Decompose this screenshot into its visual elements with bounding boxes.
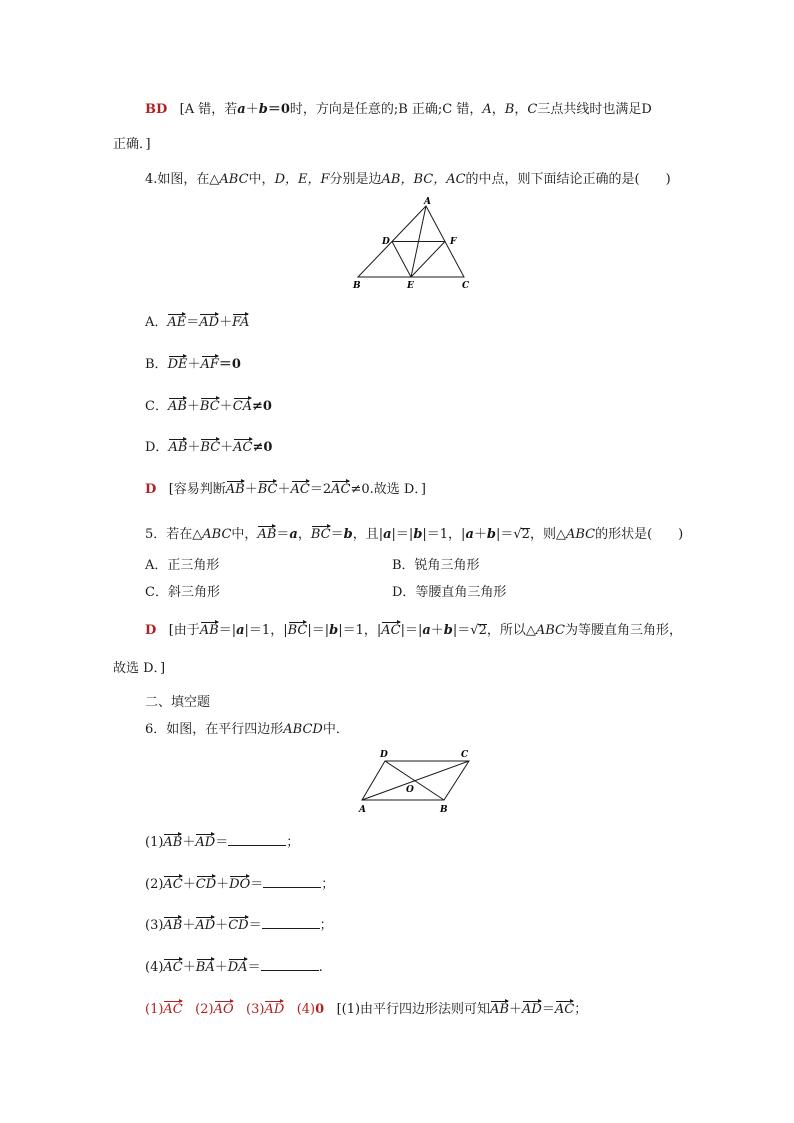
q4-expl-pre: [容易判断 bbox=[168, 482, 226, 497]
eq-zero: ＝0 bbox=[267, 102, 290, 117]
option-letter: D． bbox=[145, 440, 169, 455]
operator: ＋ bbox=[216, 877, 230, 892]
vector: AF bbox=[201, 353, 219, 371]
vector: AC bbox=[233, 436, 252, 454]
q5-option-c: C．斜三角形 bbox=[145, 585, 220, 600]
label-E: E bbox=[407, 281, 414, 291]
segment-ef bbox=[411, 242, 445, 278]
points-def: D，E，F bbox=[274, 172, 330, 187]
point-C: C bbox=[527, 102, 538, 117]
q5-option-b: B．锐角三角形 bbox=[392, 558, 480, 573]
label-B: B bbox=[440, 805, 448, 815]
vector: AB bbox=[168, 436, 187, 454]
var-a: a bbox=[236, 623, 245, 638]
q6-item-2 bbox=[145, 873, 334, 894]
operator: ＝2 bbox=[309, 482, 332, 497]
vector: CA bbox=[233, 395, 252, 413]
q6-answer-line bbox=[145, 998, 587, 1019]
item-num: (1) bbox=[145, 835, 164, 850]
q5-stem bbox=[145, 523, 683, 544]
q4-stem-mid2: 分别是边 bbox=[329, 172, 382, 187]
q6-stem bbox=[145, 721, 349, 739]
tail: ＝0 bbox=[218, 357, 241, 372]
operator: ＋ bbox=[182, 960, 196, 975]
operator: ＋ bbox=[215, 918, 229, 933]
segment-de bbox=[392, 242, 411, 278]
operator: ＝ bbox=[186, 315, 200, 330]
vector: DE bbox=[168, 353, 188, 371]
answer-zero: 0 bbox=[315, 1002, 325, 1017]
vector: FA bbox=[232, 311, 249, 329]
text: ，所以△ bbox=[486, 623, 536, 638]
q3-answer-line-2 bbox=[113, 136, 151, 154]
answer-num: (1) bbox=[145, 1002, 164, 1017]
operator: ＋ bbox=[182, 835, 196, 850]
vector: AD bbox=[195, 914, 215, 932]
q4-stem-prefix: 4.如图，在△ bbox=[145, 172, 220, 187]
vector: DO bbox=[229, 873, 250, 891]
item-num: (4) bbox=[145, 960, 164, 975]
var-a: a bbox=[465, 527, 474, 542]
var-b: b bbox=[329, 623, 339, 638]
operator: ＋ bbox=[509, 1002, 523, 1017]
q4-expl-post: ≠0.故选 D．] bbox=[350, 482, 426, 497]
q6-item-4 bbox=[145, 956, 323, 977]
label-A: A bbox=[424, 197, 431, 207]
option-letter: B． bbox=[145, 357, 168, 372]
vector: AD bbox=[522, 998, 542, 1016]
comma: ， bbox=[491, 102, 505, 117]
option-letter: C． bbox=[145, 399, 168, 414]
comma: ， bbox=[297, 527, 311, 542]
answer-num: (4) bbox=[296, 1002, 316, 1017]
vector: AC bbox=[163, 956, 182, 974]
comma: ， bbox=[514, 102, 528, 117]
operator: ＋ bbox=[214, 960, 228, 975]
q6-item-3 bbox=[145, 914, 333, 935]
q5-stem-prefix: 5．若在△ bbox=[145, 527, 203, 542]
text: ，则△ bbox=[529, 527, 566, 542]
q5-options-row-1 bbox=[145, 557, 219, 575]
tail: ≠0 bbox=[252, 440, 273, 455]
var-b: b bbox=[258, 102, 268, 117]
operator: ＋ bbox=[182, 918, 196, 933]
label-B: B bbox=[353, 281, 361, 291]
vector: AB bbox=[163, 914, 182, 932]
vector: AC bbox=[381, 619, 400, 637]
plus: ＋ bbox=[245, 102, 259, 117]
q4-stem-mid1: 中， bbox=[248, 172, 275, 187]
vector: AE bbox=[167, 311, 186, 329]
sqrt-sign: √ bbox=[470, 623, 479, 638]
operator: ＋ bbox=[187, 440, 201, 455]
vector: AD bbox=[199, 311, 219, 329]
vector: BC bbox=[311, 523, 331, 541]
q3-expl-3: 三点共线时也满足D bbox=[537, 102, 652, 117]
q6-parallelogram-figure bbox=[352, 745, 482, 817]
q6-expl-pre: [(1)由平行四边形法则可知 bbox=[336, 1002, 491, 1017]
label-C: C bbox=[461, 750, 469, 760]
var-a: a bbox=[383, 527, 392, 542]
option-letter: A． bbox=[145, 315, 168, 330]
text: |＝| bbox=[400, 623, 423, 638]
item-num: (3) bbox=[145, 918, 164, 933]
tail: ≠0 bbox=[252, 399, 272, 414]
answer-blank[interactable] bbox=[263, 875, 321, 888]
punct: . bbox=[318, 960, 323, 975]
vector: CD bbox=[228, 914, 248, 932]
q4-stem bbox=[145, 171, 671, 189]
q5-option-d: D．等腰直角三角形 bbox=[392, 585, 507, 600]
sqrt-sign: √ bbox=[513, 527, 522, 542]
text: |＝1，| bbox=[338, 623, 382, 638]
operator: ＝ bbox=[247, 960, 261, 975]
text: |＝ bbox=[495, 527, 514, 542]
vector: AB bbox=[226, 478, 245, 496]
vector: AC bbox=[555, 998, 574, 1016]
triangle-name: ABC bbox=[535, 623, 565, 638]
label-O: O bbox=[406, 785, 414, 795]
q3-expl-4: 正确．] bbox=[113, 137, 151, 152]
answer-num: (3) bbox=[246, 1002, 265, 1017]
q3-expl: [A 错，若 bbox=[179, 102, 238, 117]
text: ，且| bbox=[352, 527, 384, 542]
vector: BA bbox=[196, 956, 215, 974]
operator: ＋ bbox=[430, 623, 444, 638]
punct: ； bbox=[286, 835, 300, 850]
q3-answer: BD bbox=[145, 102, 168, 117]
q6-stem-prefix: 6．如图，在平行四边形 bbox=[145, 722, 284, 737]
var-a: a bbox=[237, 102, 246, 117]
q3-answer-line bbox=[145, 101, 652, 119]
vector: AB bbox=[200, 619, 219, 637]
q5-options-row-2 bbox=[145, 584, 220, 602]
point-A: A bbox=[482, 102, 492, 117]
sqrt-radicand: 2 bbox=[478, 623, 487, 638]
text: 中， bbox=[231, 527, 258, 542]
q4-option-d bbox=[145, 436, 272, 457]
text: ＝| bbox=[218, 623, 237, 638]
operator: ＋ bbox=[182, 877, 196, 892]
answer-blank[interactable] bbox=[262, 916, 320, 929]
vector: DA bbox=[228, 956, 248, 974]
diagonal-bd bbox=[385, 761, 444, 800]
answer-vector: AO bbox=[214, 998, 234, 1016]
text: |＝| bbox=[307, 623, 330, 638]
operator: ＋ bbox=[277, 482, 291, 497]
q5-options-row-2b bbox=[392, 584, 506, 602]
q4-answer-line bbox=[145, 478, 426, 499]
text: 故选 D．] bbox=[113, 661, 166, 676]
q4-option-a bbox=[145, 311, 249, 332]
item-num: (2) bbox=[145, 877, 164, 892]
vector: AB bbox=[168, 395, 187, 413]
vector: CD bbox=[196, 873, 216, 891]
q5-options-row-1b bbox=[392, 557, 480, 575]
operator: ＝ bbox=[250, 877, 264, 892]
operator: ＋ bbox=[186, 399, 200, 414]
diagonal-ac bbox=[362, 761, 469, 800]
label-F: F bbox=[450, 237, 457, 247]
label-D: D bbox=[382, 237, 390, 247]
q5-answer-line-2 bbox=[113, 660, 165, 678]
q3-expl-2: 时，方向是任意的;B 正确;C 错， bbox=[289, 102, 483, 117]
vector: BC bbox=[288, 619, 308, 637]
q6-stem-suffix: 中． bbox=[322, 722, 349, 737]
var-b: b bbox=[486, 527, 496, 542]
text: |＝1，| bbox=[244, 623, 288, 638]
var-a: a bbox=[422, 623, 431, 638]
operator: ＝ bbox=[330, 527, 344, 542]
text: |＝1，| bbox=[422, 527, 466, 542]
q4-option-b bbox=[145, 353, 241, 374]
q5-option-a: A．正三角形 bbox=[145, 558, 220, 573]
vector: BC bbox=[200, 436, 220, 454]
vector: BC bbox=[200, 395, 220, 413]
punct: ； bbox=[321, 877, 335, 892]
var-b: b bbox=[343, 527, 353, 542]
answer-num: (2) bbox=[195, 1002, 214, 1017]
q5-answer: D bbox=[145, 623, 157, 638]
operator: ＝ bbox=[541, 1002, 555, 1017]
text: |＝ bbox=[452, 623, 471, 638]
section-title bbox=[145, 694, 210, 712]
var-a: a bbox=[289, 527, 298, 542]
vector: AC bbox=[163, 873, 182, 891]
label-D: D bbox=[380, 750, 388, 760]
text: [由于 bbox=[168, 623, 200, 638]
answer-vector: AD bbox=[264, 998, 284, 1016]
vector: AC bbox=[331, 478, 350, 496]
q6-item-1 bbox=[145, 831, 299, 852]
q4-triangle-figure bbox=[340, 193, 480, 293]
sides: AB，BC，AC bbox=[381, 172, 466, 187]
answer-blank[interactable] bbox=[228, 833, 286, 846]
operator: ＋ bbox=[219, 399, 233, 414]
q4-answer: D bbox=[145, 482, 157, 497]
operator: ＝ bbox=[248, 918, 262, 933]
operator: ＋ bbox=[244, 482, 258, 497]
operator: ＋ bbox=[220, 440, 234, 455]
triangle-name: ABC bbox=[219, 172, 249, 187]
operator: ＝ bbox=[215, 835, 229, 850]
vector: AC bbox=[291, 478, 310, 496]
vector: AD bbox=[195, 831, 215, 849]
vector: AB bbox=[257, 523, 276, 541]
vector: AB bbox=[490, 998, 509, 1016]
operator: ＝ bbox=[276, 527, 290, 542]
point-B: B bbox=[504, 102, 515, 117]
answer-vector: AC bbox=[163, 998, 182, 1016]
var-b: b bbox=[443, 623, 453, 638]
section-title-text: 二、填空题 bbox=[145, 695, 211, 710]
label-C: C bbox=[462, 281, 470, 291]
punct: ； bbox=[319, 918, 333, 933]
answer-blank[interactable] bbox=[261, 958, 319, 971]
q4-stem-suffix: 的中点，则下面结论正确的是( ) bbox=[465, 172, 671, 187]
vector: BC bbox=[258, 478, 278, 496]
var-b: b bbox=[413, 527, 423, 542]
text: 为等腰直角三角形， bbox=[564, 623, 682, 638]
label-A: A bbox=[359, 805, 366, 815]
triangle-name: ABC bbox=[202, 527, 232, 542]
q4-option-c bbox=[145, 395, 272, 416]
text: |＝| bbox=[391, 527, 414, 542]
vector: AB bbox=[163, 831, 182, 849]
triangle-name: ABC bbox=[565, 527, 596, 542]
parallelogram-name: ABCD bbox=[283, 722, 323, 737]
punct: ； bbox=[574, 1002, 588, 1017]
operator: ＋ bbox=[187, 357, 201, 372]
q5-answer-line bbox=[145, 619, 682, 640]
operator: ＋ bbox=[219, 315, 233, 330]
operator: ＋ bbox=[473, 527, 487, 542]
q5-stem-suffix: 的形状是( ) bbox=[595, 527, 684, 542]
sqrt-radicand: 2 bbox=[521, 527, 530, 542]
